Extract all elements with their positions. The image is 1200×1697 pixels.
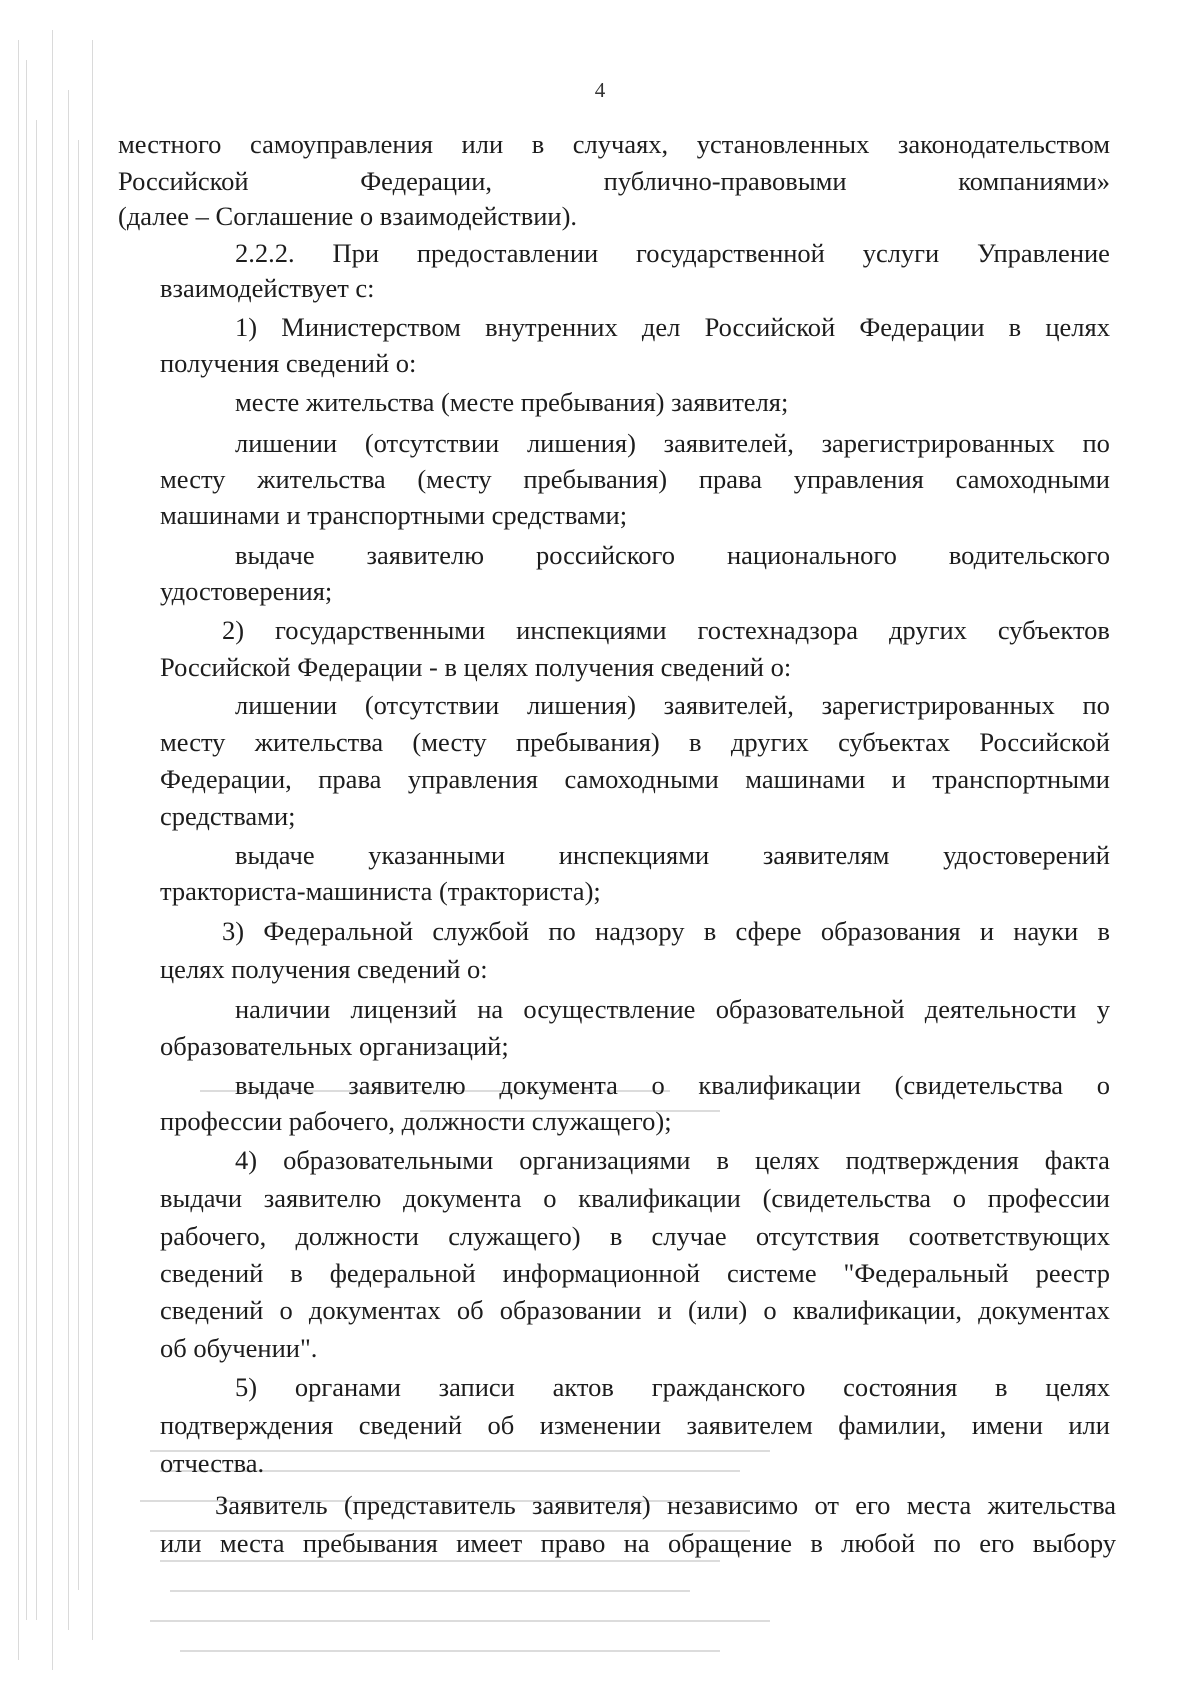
text-line: отчества. (160, 1448, 265, 1478)
text-line: 1) Министерством внутренних дел Российской Федерации в целях (235, 312, 1110, 342)
text-line: 2.2.2. При предоставлении государственной услуги Управление (235, 238, 1110, 268)
text-line: 2) государственными инспекциями гостехнадзора других субъектов (222, 615, 1110, 645)
text-line: образовательных организаций; (160, 1031, 509, 1061)
text-line: сведений в федеральной информационной системе "Федеральный реестр (160, 1258, 1110, 1288)
text-line: или места пребывания имеет право на обращение в любой по его выбору (160, 1528, 1116, 1558)
text-line: сведений о документах об образовании и (или) о квалификации, документах (160, 1295, 1110, 1325)
text-line: получения сведений о: (160, 348, 417, 378)
text-line: выдаче указанными инспекциями заявителям удостоверений (235, 840, 1110, 870)
text-line: 5) органами записи актов гражданского состояния в целях (235, 1372, 1110, 1402)
text-line: (далее – Соглашение о взаимодействии). (118, 201, 578, 231)
text-line: выдаче заявителю документа о квалификации (свидетельства о (235, 1070, 1110, 1100)
text-line: об обучении". (160, 1333, 318, 1363)
text-line: выдаче заявителю российского национального водительского (235, 540, 1110, 570)
text-line: месту жительства (месту пребывания) права управления самоходными (160, 464, 1110, 494)
text-line: Федерации, права управления самоходными машинами и транспортными (160, 764, 1110, 794)
text-line: Российской Федерации, публично-правовыми компаниями» (118, 166, 1110, 196)
text-line: Российской Федерации - в целях получения сведений о: (160, 652, 792, 682)
text-line: местного самоуправления или в случаях, установленных законодательством (118, 129, 1110, 159)
text-line: удостоверения; (160, 576, 333, 606)
text-line: месту жительства (месту пребывания) в других субъектах Российской (160, 727, 1110, 757)
text-line: наличии лицензий на осуществление образовательной деятельности у (235, 994, 1110, 1024)
text-line: 4) образовательными организациями в целях подтверждения факта (235, 1145, 1110, 1175)
text-line: месте жительства (месте пребывания) заявителя; (235, 387, 789, 417)
page-number: 4 (594, 78, 606, 102)
text-line: взаимодействует с: (160, 273, 375, 303)
text-line: лишении (отсутствии лишения) заявителей, зарегистрированных по (235, 428, 1110, 458)
text-line: Заявитель (представитель заявителя) независимо от его места жительства (215, 1490, 1116, 1520)
text-line: машинами и транспортными средствами; (160, 500, 628, 530)
text-line: выдачи заявителю документа о квалификации (свидетельства о профессии (160, 1183, 1110, 1213)
text-line: 3) Федеральной службой по надзору в сфере образования и науки в (222, 916, 1110, 946)
text-line: средствами; (160, 801, 296, 831)
text-line: целях получения сведений о: (160, 954, 488, 984)
text-line: тракториста-машиниста (тракториста); (160, 876, 601, 906)
text-line: профессии рабочего, должности служащего); (160, 1106, 672, 1136)
text-line: лишении (отсутствии лишения) заявителей, зарегистрированных по (235, 690, 1110, 720)
text-line: рабочего, должности служащего) в случае отсутствия соответствующих (160, 1221, 1110, 1251)
text-line: подтверждения сведений об изменении заявителем фамилии, имени или (160, 1410, 1110, 1440)
